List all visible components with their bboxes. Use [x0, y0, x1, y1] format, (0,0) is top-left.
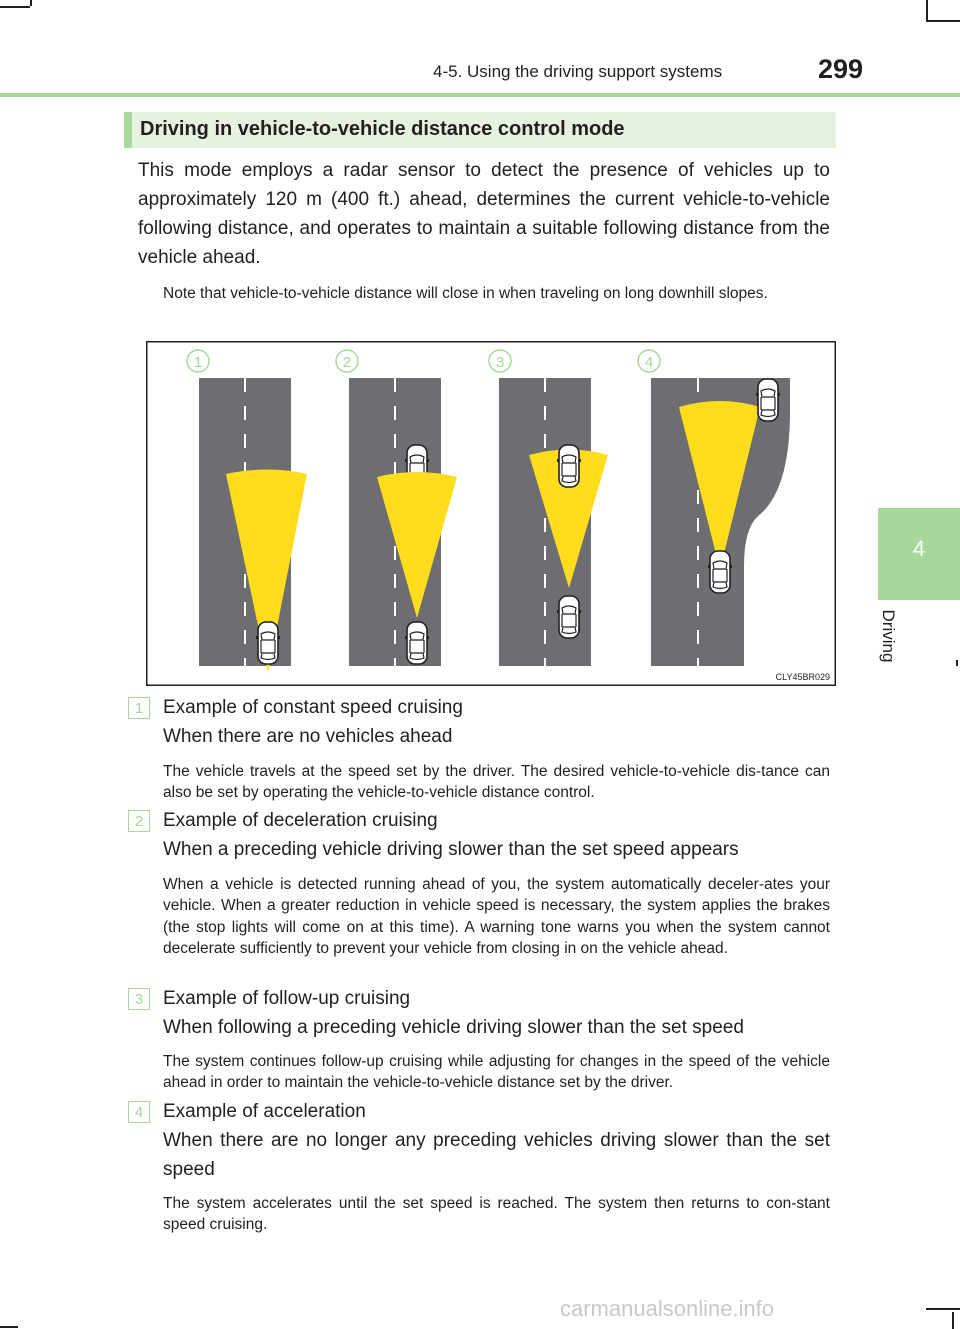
svg-text:3: 3: [495, 354, 505, 371]
chapter-label: [868, 600, 908, 672]
item-2-subtitle: When a preceding vehicle driving slower than the set speed appears: [163, 839, 739, 860]
section-heading-text: Driving in vehicle-to-vehicle distance control mode: [140, 118, 625, 140]
chapter-label-text: Driving: [879, 609, 898, 663]
crop-mark: [926, 0, 928, 20]
svg-text:4: 4: [644, 354, 654, 371]
road-1: [199, 378, 307, 673]
chapter-tab[interactable]: [878, 508, 960, 600]
item-1-subtitle: When there are no vehicles ahead: [163, 726, 453, 747]
crop-mark: [956, 660, 958, 666]
page-number: 299: [818, 54, 864, 84]
crop-mark: [926, 20, 960, 22]
item-number-3: 3: [128, 988, 150, 1010]
figure-code: CLY45BR029: [775, 672, 830, 682]
crop-mark: [0, 1326, 18, 1328]
radar-cruise-illustration: [146, 341, 836, 686]
svg-text:2: 2: [342, 354, 352, 371]
road-2: [349, 378, 457, 666]
intro-paragraph: This mode employs a radar sensor to detect the presence of vehicles up to approximately 120 m (400 ft.) ahead, determines the current vehicle-to-vehicle following distance, and operates to maintain a suitable following distance from the vehicle ahead.: [138, 160, 830, 268]
item-4-title: Example of acceleration: [163, 1101, 366, 1122]
item-3-title: Example of follow-up cruising: [163, 988, 411, 1009]
crop-mark: [0, 6, 30, 8]
item-number-2: 2: [128, 810, 150, 832]
svg-text:1: 1: [193, 354, 203, 371]
item-3-description: The system continues follow-up cruising while adjusting for changes in the speed of the vehicle ahead in order to maintain the vehicle-to-vehicle distance set by the driver.: [163, 1053, 830, 1092]
note-paragraph: Note that vehicle-to-vehicle distance will close in when traveling on long downhill slopes.: [163, 285, 768, 302]
item-1-title: Example of constant speed cruising: [163, 697, 463, 718]
header-rule: [0, 93, 960, 97]
crop-mark: [952, 1312, 954, 1329]
crop-mark: [30, 0, 32, 6]
item-4-subtitle: When there are no longer any preceding vehicles driving slower than the set speed: [163, 1130, 830, 1180]
item-number-4: 4: [128, 1101, 150, 1123]
crop-mark: [926, 1308, 960, 1310]
item-4-description: The system accelerates until the set speed is reached. The system then returns to con-stant speed cruising.: [163, 1195, 830, 1234]
section-heading-bar: [124, 112, 132, 148]
watermark: carmanualsonline.info: [560, 1296, 775, 1321]
item-2-title: Example of deceleration cruising: [163, 810, 438, 831]
item-3-subtitle: When following a preceding vehicle driving slower than the set speed: [163, 1017, 744, 1038]
item-1-description: The vehicle travels at the speed set by the driver. The desired vehicle-to-vehicle dis-tance can also be set by operating the vehicle-to-vehicle distance control.: [163, 763, 830, 802]
section-heading: [124, 112, 836, 148]
item-number-1: 1: [128, 697, 150, 719]
chapter-number: 4: [912, 536, 926, 561]
item-2-description: When a vehicle is detected running ahead of you, the system automatically deceler-ates your vehicle. When a greater reduction in vehicle speed is necessary, the system applies the brakes (the stop lights will come on at this time). A warning tone warns you when the system cannot decelerate sufficiently to prevent your vehicle from closing in on the vehicle ahead.: [163, 876, 830, 958]
running-header: 4-5. Using the driving support systems: [433, 62, 723, 81]
